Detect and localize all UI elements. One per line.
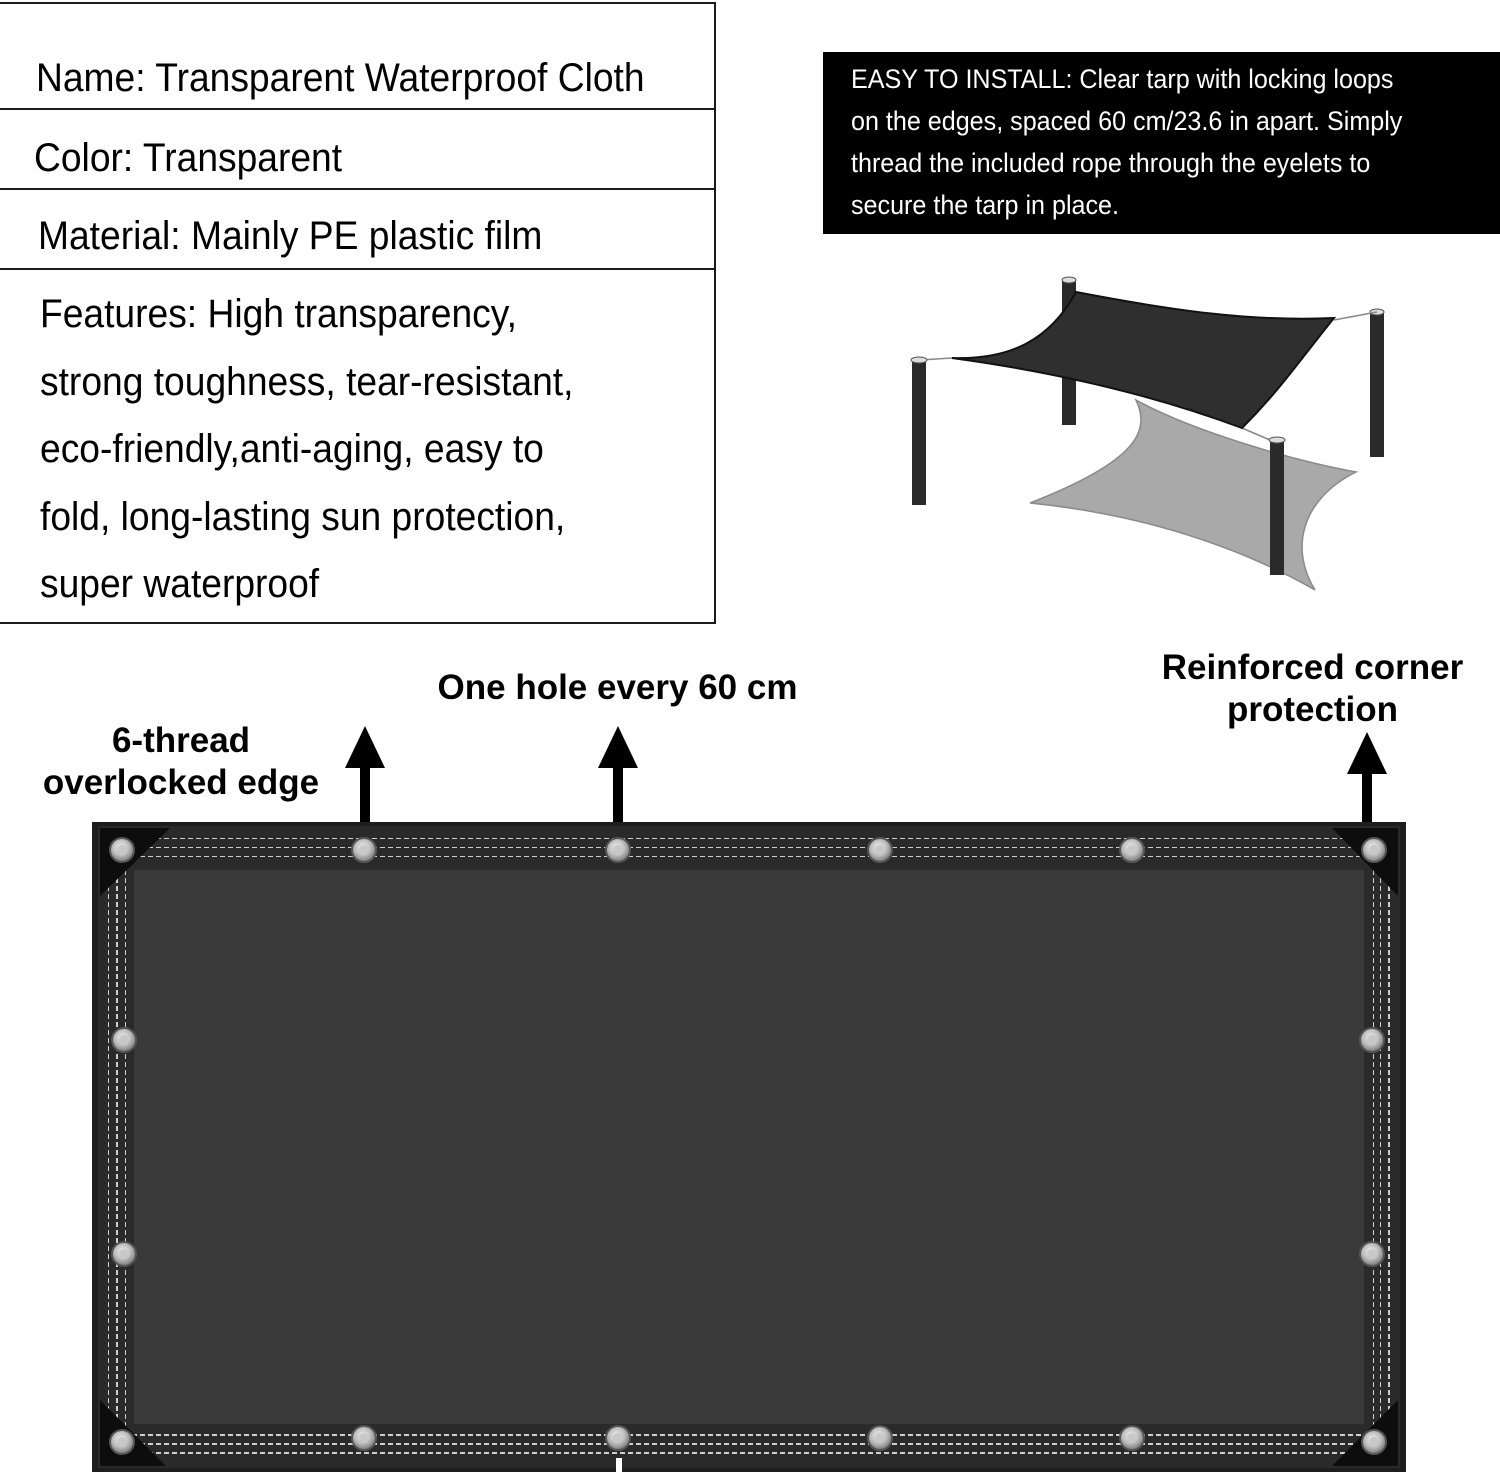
install-line: EASY TO INSTALL: Clear tarp with locking loops	[851, 64, 1394, 94]
callout-edge-line1: 6-thread	[111, 721, 251, 760]
callout-corner	[1150, 647, 1475, 731]
callout-corner-line1: Reinforced corner	[1161, 648, 1464, 687]
features-line: strong toughness, tear-resistant,	[40, 360, 574, 404]
spec-row-material	[0, 190, 714, 270]
features-line: fold, long-lasting sun protection,	[40, 495, 566, 539]
spec-color-text: Color: Transparent	[34, 136, 343, 180]
spec-material-text: Material: Mainly PE plastic film	[38, 214, 543, 258]
spec-name-text: Name: Transparent Waterproof Cloth	[36, 56, 645, 100]
callout-edge	[36, 720, 326, 804]
spec-table	[0, 2, 716, 624]
features-line: super waterproof	[40, 562, 320, 606]
spec-row-features	[0, 270, 714, 622]
callout-edge-line2: overlocked edge	[42, 763, 320, 802]
install-info-box	[823, 52, 1500, 234]
install-line: thread the included rope through the eyelets to	[851, 148, 1371, 178]
features-line: Features: High transparency,	[40, 292, 517, 336]
shade-sail-canopy-icon	[890, 260, 1430, 600]
spec-row-color	[0, 110, 714, 190]
tarp-diagram	[92, 822, 1406, 1472]
callout-corner-line2: protection	[1226, 690, 1399, 729]
install-line: secure the tarp in place.	[851, 190, 1119, 220]
install-line: on the edges, spaced 60 cm/23.6 in apart. Simply	[851, 106, 1403, 136]
callout-hole: One hole every 60 cm	[437, 668, 798, 707]
features-line: eco-friendly,anti-aging, easy to	[40, 427, 544, 471]
spec-row-name	[0, 4, 714, 110]
